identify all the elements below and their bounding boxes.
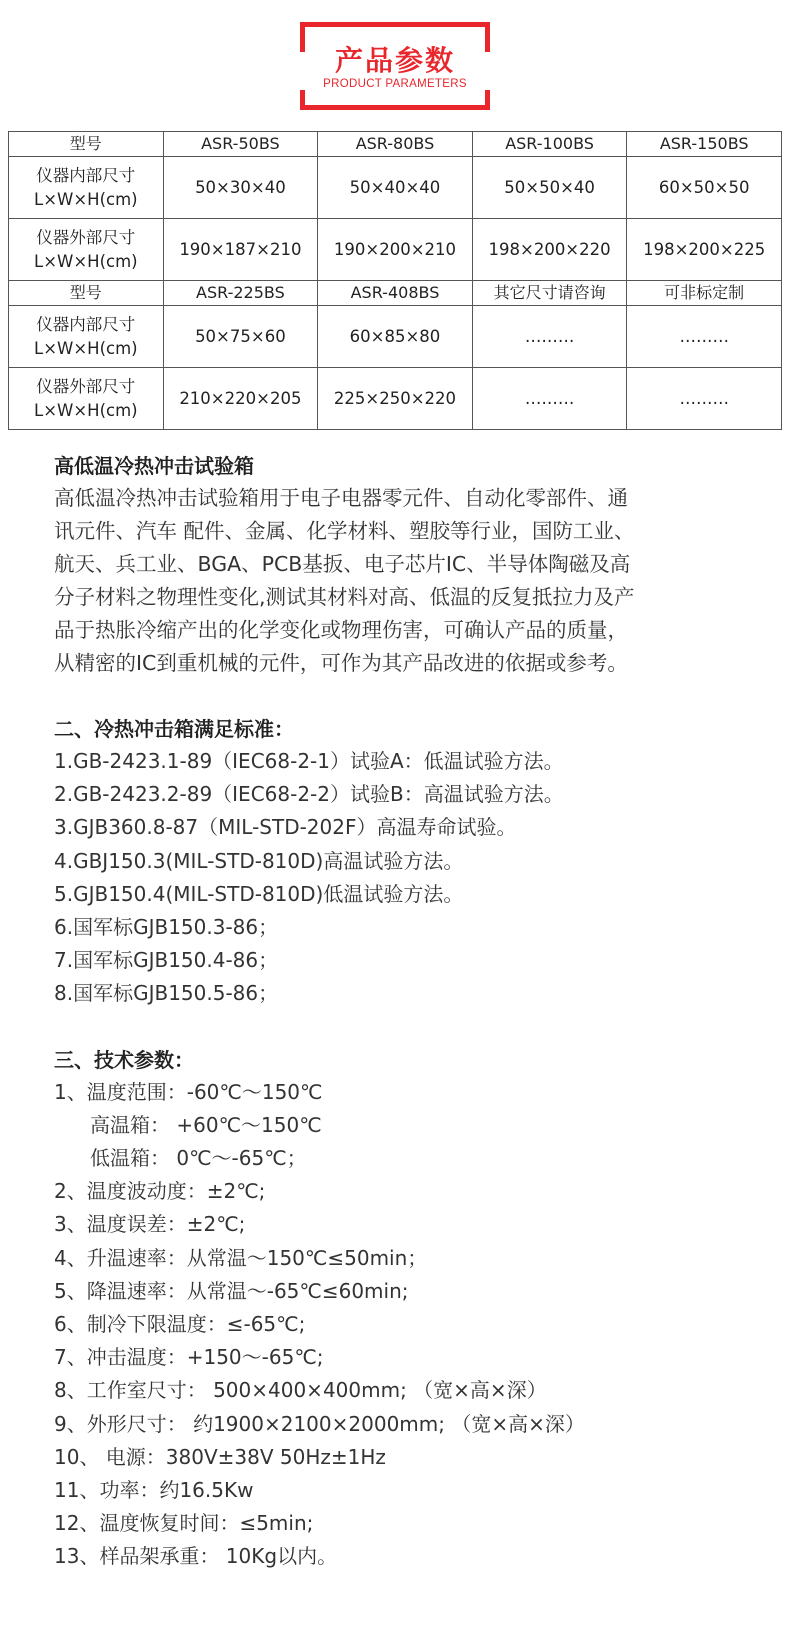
table-cell: 50×50×40 [472,157,627,219]
row-label-line: L×W×H(cm) [34,400,138,420]
standard-item: 8.国军标GJB150.5-86； [54,981,279,1006]
table-cell: 190×200×210 [318,219,473,281]
badge-frame-bottom-left [300,88,305,110]
table-row [9,219,782,281]
row-label-cell [9,219,164,281]
intro-title: 高低温冷热冲击试验箱 [54,454,254,478]
tech-param-item: 13、样品架承重： 10Kg以内。 [54,1544,338,1569]
row-label-cell [9,368,164,430]
table-cell: 50×75×60 [163,306,318,368]
table-cell: 可非标定制 [627,281,782,306]
table-cell: 198×200×220 [472,219,627,281]
standard-item: 2.GB-2423.2-89（IEC68-2-2）试验B：高温试验方法。 [54,782,564,807]
tech-param-item: 9、外形尺寸： 约1900×2100×2000mm; （宽×高×深） [54,1411,585,1436]
row-label-line: L×W×H(cm) [34,251,138,271]
table-cell: 190×187×210 [163,219,318,281]
table-row [9,132,782,157]
badge-subtitle: PRODUCT PARAMETERS [298,78,492,90]
tech-param-item: 低温箱： 0℃～-65℃； [90,1146,307,1171]
table-cell: ……… [472,306,627,368]
intro-line: 高低温冷热冲击试验箱用于电子电器零元件、自动化零部件、通 [54,486,628,510]
table-cell: 型号 [9,132,164,157]
row-label-line: 仪器外部尺寸 [36,376,136,396]
table-cell: ……… [627,368,782,430]
badge-frame-bottom-right [485,88,490,110]
table-cell: 198×200×225 [627,219,782,281]
table-cell: ……… [472,368,627,430]
standard-item: 5.GJB150.4(MIL-STD-810D)低温试验方法。 [54,881,464,906]
table-row [9,306,782,368]
standard-item: 6.国军标GJB150.3-86； [54,915,279,940]
tech-param-item: 11、功率：约16.5Kw [54,1478,254,1503]
table-cell: 210×220×205 [163,368,318,430]
row-label-cell [9,157,164,219]
spacer [54,1011,774,1044]
row-label-line: 仪器内部尺寸 [36,314,136,334]
standard-item: 4.GBJ150.3(MIL-STD-810D)高温试验方法。 [54,848,464,873]
table-cell: 60×85×80 [318,306,473,368]
intro-line: 讯元件、汽车 配件、金属、化学材料、塑胶等行业，国防工业、 [54,519,635,543]
standards-list [54,745,774,1011]
content-area [54,450,774,1574]
tech-param-item: 6、制冷下限温度：≤-65℃; [54,1312,306,1337]
table-row [9,157,782,219]
table-cell: 60×50×50 [627,157,782,219]
tech-title: 三、技术参数： [54,1047,194,1072]
tech-param-item: 8、工作室尺寸： 500×400×400mm; （宽×高×深） [54,1378,547,1403]
tech-param-item: 12、温度恢复时间：≤5min; [54,1511,314,1536]
table-cell: ASR-408BS [318,281,473,306]
standard-item: 7.国军标GJB150.4-86； [54,948,279,973]
tech-param-item: 4、升温速率：从常温～150℃≤50min； [54,1245,428,1270]
standard-item: 3.GJB360.8-87（MIL-STD-202F）高温寿命试验。 [54,815,517,840]
row-label-line: L×W×H(cm) [34,338,138,358]
table-row [9,281,782,306]
tech-param-item: 5、降温速率：从常温～-65℃≤60min; [54,1278,409,1303]
intro-line: 分子材料之物理性变化,测试其材料对高、低温的反复抵拉力及产 [54,585,635,609]
tech-param-item: 高温箱： +60℃～150℃ [90,1112,322,1137]
intro-line: 航天、兵工业、BGA、PCB基扳、电子芯片IC、半导体陶磁及高 [54,552,631,576]
table-cell: 50×30×40 [163,157,318,219]
spacer [54,680,774,713]
badge-frame-bottom [300,105,490,110]
table-row [9,368,782,430]
table-cell: ASR-50BS [163,132,318,157]
tech-param-item: 1、温度范围：-60℃～150℃ [54,1079,323,1104]
tech-param-item: 10、 电源：380V±38V 50Hz±1Hz [54,1444,386,1469]
spec-table-body [9,132,782,430]
tech-param-item: 2、温度波动度：±2℃; [54,1179,266,1204]
tech-param-item: 7、冲击温度：+150～-65℃; [54,1345,324,1370]
row-label-cell [9,306,164,368]
tech-params-list [54,1076,774,1574]
row-label-line: 仪器内部尺寸 [36,165,136,185]
intro-paragraph [54,482,774,680]
badge-frame-top [300,22,490,27]
spec-table [8,131,782,430]
tech-param-item: 3、温度误差：±2℃; [54,1212,246,1237]
table-cell: ASR-100BS [472,132,627,157]
table-cell: 50×40×40 [318,157,473,219]
standards-title: 二、冷热冲击箱满足标准： [54,717,294,741]
table-cell: 其它尺寸请咨询 [472,281,627,306]
table-cell: ASR-150BS [627,132,782,157]
standard-item: 1.GB-2423.1-89（IEC68-2-1）试验A：低温试验方法。 [54,749,564,773]
intro-line: 从精密的IC到重机械的元件，可作为其产品改进的依据或参考。 [54,651,628,675]
table-cell: ASR-225BS [163,281,318,306]
table-cell: 225×250×220 [318,368,473,430]
table-cell: ……… [627,306,782,368]
badge-title: 产品参数 [334,44,455,77]
table-cell: ASR-80BS [318,132,473,157]
row-label-line: 仪器外部尺寸 [36,227,136,247]
row-label-line: L×W×H(cm) [34,189,138,209]
intro-line: 品于热胀冷缩产出的化学变化或物理伤害，可确认产品的质量， [54,618,628,642]
table-cell: 型号 [9,281,164,306]
section-header-badge [300,22,490,110]
